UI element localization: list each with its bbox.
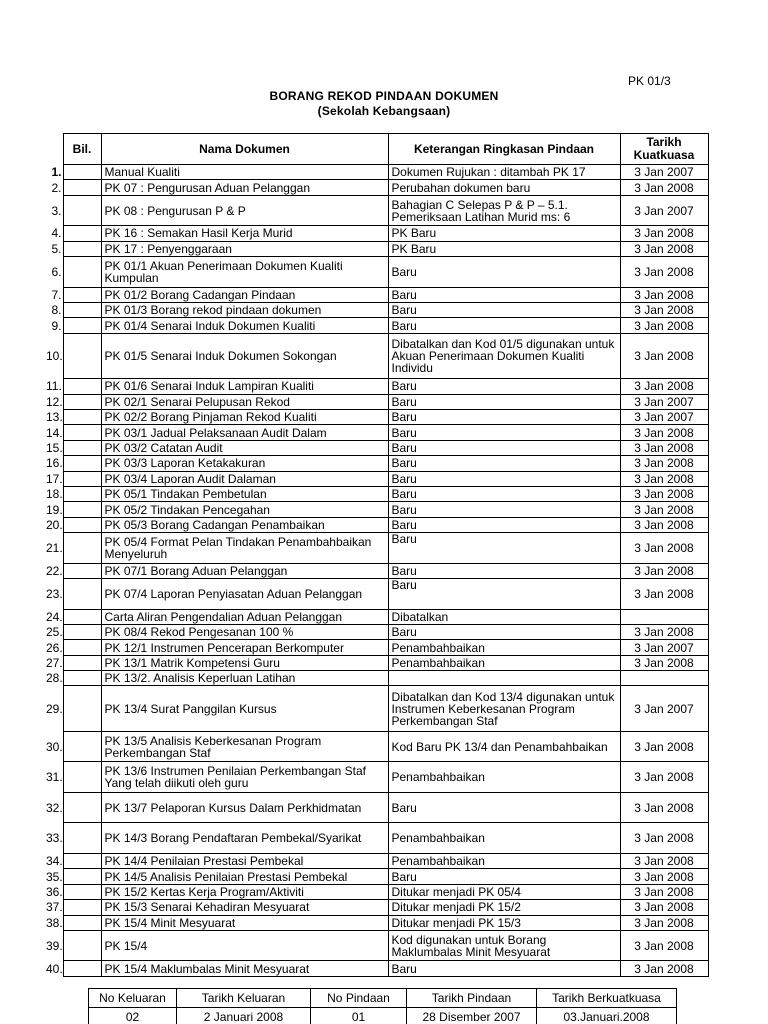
row-number: 8. (43, 302, 63, 317)
release-value-no-pindaan: 01 (311, 1008, 407, 1024)
table-body (43, 165, 708, 977)
header-keterangan: Keterangan Ringkasan Pindaan (388, 134, 620, 165)
row-nama-dokumen: PK 03/3 Laporan Ketakakuran (101, 456, 388, 471)
amendment-table (43, 133, 709, 977)
row-tarikh: 3 Jan 2008 (620, 624, 708, 639)
row-keterangan: Baru (388, 869, 620, 884)
row-tarikh: 3 Jan 2008 (620, 655, 708, 670)
row-bil-cell (63, 884, 101, 899)
row-number: 18. (43, 486, 63, 501)
row-number: 11. (43, 379, 63, 394)
row-bil-cell (63, 226, 101, 241)
table-row (43, 241, 708, 256)
row-bil-cell (63, 165, 101, 180)
row-keterangan: Bahagian C Selepas P & P – 5.1. Pemeriksaan Latihan Murid ms: 6 (388, 195, 620, 226)
row-bil-cell (63, 671, 101, 686)
row-bil-cell (63, 853, 101, 868)
table-row (43, 853, 708, 868)
row-tarikh: 3 Jan 2008 (620, 471, 708, 486)
row-keterangan: Baru (388, 287, 620, 302)
row-keterangan: Baru (388, 502, 620, 517)
row-tarikh: 3 Jan 2008 (620, 563, 708, 578)
row-bil-cell (63, 471, 101, 486)
table-row (43, 900, 708, 915)
row-nama-dokumen: PK 05/2 Tindakan Pencegahan (101, 502, 388, 517)
row-tarikh: 3 Jan 2008 (620, 517, 708, 532)
row-tarikh: 3 Jan 2008 (620, 823, 708, 854)
row-keterangan: Dibatalkan (388, 609, 620, 624)
row-nama-dokumen: PK 13/5 Analisis Keberkesanan Program Perkembangan Staf (101, 731, 388, 762)
row-number: 38. (43, 915, 63, 930)
row-number: 7. (43, 287, 63, 302)
row-tarikh: 3 Jan 2008 (620, 226, 708, 241)
row-tarikh: 3 Jan 2008 (620, 533, 708, 564)
table-row (43, 379, 708, 394)
page-subtitle: (Sekolah Kebangsaan) (317, 104, 451, 118)
row-bil-cell (63, 379, 101, 394)
row-number: 21. (43, 533, 63, 564)
row-bil-cell (63, 533, 101, 564)
row-number: 19. (43, 502, 63, 517)
row-number: 5. (43, 241, 63, 256)
table-row (43, 302, 708, 317)
row-tarikh: 3 Jan 2008 (620, 792, 708, 823)
row-number: 12. (43, 394, 63, 409)
row-tarikh: 3 Jan 2008 (620, 961, 708, 976)
row-keterangan: Baru (388, 410, 620, 425)
row-bil-cell (63, 609, 101, 624)
table-row (43, 287, 708, 302)
table-row (43, 517, 708, 532)
row-keterangan: Penambahbaikan (388, 853, 620, 868)
row-nama-dokumen: PK 15/4 Minit Mesyuarat (101, 915, 388, 930)
row-tarikh: 3 Jan 2007 (620, 410, 708, 425)
row-tarikh: 3 Jan 2008 (620, 425, 708, 440)
row-number: 40. (43, 961, 63, 976)
release-header-no-pindaan: No Pindaan (311, 989, 407, 1008)
row-keterangan: Baru (388, 563, 620, 578)
row-nama-dokumen: PK 16 : Semakan Hasil Kerja Murid (101, 226, 388, 241)
row-bil-cell (63, 579, 101, 610)
row-tarikh: 3 Jan 2008 (620, 900, 708, 915)
row-bil-cell (63, 486, 101, 501)
table-row (43, 671, 708, 686)
table-row (43, 915, 708, 930)
table-row (43, 502, 708, 517)
row-tarikh: 3 Jan 2008 (620, 762, 708, 793)
row-tarikh: 3 Jan 2008 (620, 333, 708, 379)
row-bil-cell (63, 394, 101, 409)
release-info-table (88, 988, 677, 1024)
row-keterangan: Penambahbaikan (388, 655, 620, 670)
table-row (43, 486, 708, 501)
row-number: 9. (43, 318, 63, 333)
row-keterangan: Ditukar menjadi PK 15/2 (388, 900, 620, 915)
row-tarikh: 3 Jan 2008 (620, 502, 708, 517)
row-number: 4. (43, 226, 63, 241)
row-bil-cell (63, 961, 101, 976)
row-number: 29. (43, 686, 63, 732)
row-keterangan: Dibatalkan dan Kod 13/4 digunakan untuk Instrumen Keberkesanan Program Perkembangan Staf (388, 686, 620, 732)
page-title: BORANG REKOD PINDAAN DOKUMEN (269, 89, 499, 103)
row-keterangan: Ditukar menjadi PK 15/3 (388, 915, 620, 930)
table-row (43, 579, 708, 610)
row-keterangan: Penambahbaikan (388, 823, 620, 854)
row-keterangan: Baru (388, 961, 620, 976)
document-code: PK 01/3 (628, 74, 671, 88)
table-row (43, 318, 708, 333)
table-row (43, 655, 708, 670)
row-nama-dokumen: PK 15/4 Maklumbalas Minit Mesyuarat (101, 961, 388, 976)
release-header-tarikh-keluaran: Tarikh Keluaran (177, 989, 311, 1008)
row-tarikh: 3 Jan 2008 (620, 853, 708, 868)
row-number: 10. (43, 333, 63, 379)
row-number: 14. (43, 425, 63, 440)
row-bil-cell (63, 624, 101, 639)
row-bil-cell (63, 333, 101, 379)
row-keterangan: Baru (388, 425, 620, 440)
table-row (43, 731, 708, 762)
row-nama-dokumen: PK 14/5 Analisis Penilaian Prestasi Pembekal (101, 869, 388, 884)
row-bil-cell (63, 425, 101, 440)
row-nama-dokumen: PK 15/3 Senarai Kehadiran Mesyuarat (101, 900, 388, 915)
row-keterangan: PK Baru (388, 226, 620, 241)
row-keterangan: Dibatalkan dan Kod 01/5 digunakan untuk Akuan Penerimaan Dokumen Kualiti Individu (388, 333, 620, 379)
row-nama-dokumen: PK 03/1 Jadual Pelaksanaan Audit Dalam (101, 425, 388, 440)
row-keterangan: Kod digunakan untuk Borang Maklumbalas Minit Mesyuarat (388, 930, 620, 961)
row-bil-cell (63, 563, 101, 578)
row-keterangan: Baru (388, 471, 620, 486)
row-bil-cell (63, 195, 101, 226)
row-bil-cell (63, 287, 101, 302)
row-tarikh: 3 Jan 2008 (620, 379, 708, 394)
row-nama-dokumen: PK 07 : Pengurusan Aduan Pelanggan (101, 180, 388, 195)
row-number: 27. (43, 655, 63, 670)
row-tarikh: 3 Jan 2007 (620, 165, 708, 180)
row-bil-cell (63, 686, 101, 732)
row-number: 15. (43, 440, 63, 455)
row-tarikh: 3 Jan 2008 (620, 456, 708, 471)
row-keterangan: Baru (388, 624, 620, 639)
row-nama-dokumen: PK 01/3 Borang rekod pindaan dokumen (101, 302, 388, 317)
header-nama-dokumen: Nama Dokumen (101, 134, 388, 165)
row-nama-dokumen: PK 03/2 Catatan Audit (101, 440, 388, 455)
row-number: 30. (43, 731, 63, 762)
row-tarikh: 3 Jan 2008 (620, 287, 708, 302)
row-bil-cell (63, 318, 101, 333)
row-nama-dokumen: PK 01/5 Senarai Induk Dokumen Sokongan (101, 333, 388, 379)
release-value-tarikh-keluaran: 2 Januari 2008 (177, 1008, 311, 1024)
row-nama-dokumen: PK 13/1 Matrik Kompetensi Guru (101, 655, 388, 670)
table-row (43, 165, 708, 180)
row-nama-dokumen: PK 05/1 Tindakan Pembetulan (101, 486, 388, 501)
row-keterangan: Kod Baru PK 13/4 dan Penambahbaikan (388, 731, 620, 762)
release-value-tarikh-pindaan: 28 Disember 2007 (407, 1008, 537, 1024)
row-nama-dokumen: PK 14/4 Penilaian Prestasi Pembekal (101, 853, 388, 868)
table-row (43, 640, 708, 655)
row-nama-dokumen: PK 05/3 Borang Cadangan Penambaikan (101, 517, 388, 532)
row-bil-cell (63, 655, 101, 670)
row-number: 31. (43, 762, 63, 793)
row-keterangan: Ditukar menjadi PK 05/4 (388, 884, 620, 899)
row-keterangan: Baru (388, 302, 620, 317)
release-value-no-keluaran: 02 (89, 1008, 177, 1024)
row-tarikh: 3 Jan 2008 (620, 241, 708, 256)
row-tarikh: 3 Jan 2008 (620, 440, 708, 455)
table-row (43, 180, 708, 195)
table-row (43, 762, 708, 793)
row-number: 25. (43, 624, 63, 639)
row-number: 3. (43, 195, 63, 226)
row-nama-dokumen: PK 07/4 Laporan Penyiasatan Aduan Pelanggan (101, 579, 388, 610)
release-header-row (89, 989, 677, 1008)
row-tarikh: 3 Jan 2008 (620, 302, 708, 317)
row-number: 6. (43, 257, 63, 288)
table-row (43, 333, 708, 379)
row-bil-cell (63, 869, 101, 884)
row-number: 1. (43, 165, 63, 180)
row-nama-dokumen: Manual Kualiti (101, 165, 388, 180)
row-nama-dokumen: PK 08/4 Rekod Pengesanan 100 % (101, 624, 388, 639)
row-number: 35. (43, 869, 63, 884)
row-tarikh: 3 Jan 2008 (620, 579, 708, 610)
table-row (43, 884, 708, 899)
row-keterangan: Baru (388, 257, 620, 288)
row-nama-dokumen: PK 07/1 Borang Aduan Pelanggan (101, 563, 388, 578)
row-tarikh: 3 Jan 2007 (620, 195, 708, 226)
release-header-no-keluaran: No Keluaran (89, 989, 177, 1008)
row-keterangan: Baru (388, 517, 620, 532)
row-bil-cell (63, 930, 101, 961)
row-tarikh: 3 Jan 2008 (620, 486, 708, 501)
row-bil-cell (63, 257, 101, 288)
table-row (43, 410, 708, 425)
row-keterangan: Penambahbaikan (388, 762, 620, 793)
row-keterangan (388, 671, 620, 686)
row-tarikh: 3 Jan 2008 (620, 257, 708, 288)
row-nama-dokumen: PK 15/4 (101, 930, 388, 961)
table-row (43, 195, 708, 226)
table-row (43, 425, 708, 440)
row-bil-cell (63, 900, 101, 915)
row-tarikh: 3 Jan 2008 (620, 731, 708, 762)
row-number: 32. (43, 792, 63, 823)
header-number-spacer (43, 134, 63, 165)
row-keterangan: Baru (388, 579, 620, 610)
row-nama-dokumen: PK 01/1 Akuan Penerimaan Dokumen Kualiti Kumpulan (101, 257, 388, 288)
row-number: 28. (43, 671, 63, 686)
table-row (43, 456, 708, 471)
row-keterangan: Perubahan dokumen baru (388, 180, 620, 195)
row-nama-dokumen: PK 02/1 Senarai Pelupusan Rekod (101, 394, 388, 409)
table-row (43, 563, 708, 578)
row-tarikh: 3 Jan 2007 (620, 640, 708, 655)
row-nama-dokumen: PK 08 : Pengurusan P & P (101, 195, 388, 226)
row-number: 39. (43, 930, 63, 961)
row-bil-cell (63, 502, 101, 517)
row-bil-cell (63, 762, 101, 793)
row-number: 13. (43, 410, 63, 425)
row-tarikh: 3 Jan 2008 (620, 930, 708, 961)
table-row (43, 823, 708, 854)
row-bil-cell (63, 302, 101, 317)
table-row (43, 869, 708, 884)
row-keterangan: Baru (388, 533, 620, 564)
row-bil-cell (63, 640, 101, 655)
row-bil-cell (63, 823, 101, 854)
row-nama-dokumen: PK 13/4 Surat Panggilan Kursus (101, 686, 388, 732)
row-tarikh (620, 609, 708, 624)
row-nama-dokumen: PK 03/4 Laporan Audit Dalaman (101, 471, 388, 486)
row-number: 20. (43, 517, 63, 532)
row-nama-dokumen: PK 13/6 Instrumen Penilaian Perkembangan Staf Yang telah diikuti oleh guru (101, 762, 388, 793)
row-nama-dokumen: PK 13/7 Pelaporan Kursus Dalam Perkhidmatan (101, 792, 388, 823)
row-number: 34. (43, 853, 63, 868)
row-keterangan: Baru (388, 379, 620, 394)
row-tarikh: 3 Jan 2008 (620, 884, 708, 899)
table-row (43, 686, 708, 732)
row-nama-dokumen: PK 12/1 Instrumen Pencerapan Berkomputer (101, 640, 388, 655)
row-keterangan: Baru (388, 318, 620, 333)
row-number: 23. (43, 579, 63, 610)
row-bil-cell (63, 241, 101, 256)
row-bil-cell (63, 792, 101, 823)
row-nama-dokumen: PK 14/3 Borang Pendaftaran Pembekal/Syarikat (101, 823, 388, 854)
row-tarikh: 3 Jan 2007 (620, 394, 708, 409)
table-row (43, 930, 708, 961)
row-nama-dokumen: PK 01/4 Senarai Induk Dokumen Kualiti (101, 318, 388, 333)
release-header-tarikh-berkuatkuasa: Tarikh Berkuatkuasa (537, 989, 677, 1008)
row-tarikh: 3 Jan 2008 (620, 318, 708, 333)
release-value-row (89, 1008, 677, 1024)
row-nama-dokumen: PK 01/2 Borang Cadangan Pindaan (101, 287, 388, 302)
release-header-tarikh-pindaan: Tarikh Pindaan (407, 989, 537, 1008)
row-number: 17. (43, 471, 63, 486)
row-tarikh: 3 Jan 2007 (620, 686, 708, 732)
row-keterangan: PK Baru (388, 241, 620, 256)
row-number: 2. (43, 180, 63, 195)
table-row (43, 961, 708, 976)
row-keterangan: Baru (388, 792, 620, 823)
table-row (43, 792, 708, 823)
row-nama-dokumen: PK 02/2 Borang Pinjaman Rekod Kualiti (101, 410, 388, 425)
row-tarikh (620, 671, 708, 686)
row-bil-cell (63, 915, 101, 930)
table-row (43, 471, 708, 486)
row-number: 22. (43, 563, 63, 578)
row-bil-cell (63, 410, 101, 425)
row-bil-cell (63, 456, 101, 471)
header-tarikh-kuatkuasa: Tarikh Kuatkuasa (620, 134, 708, 165)
row-tarikh: 3 Jan 2008 (620, 180, 708, 195)
table-row (43, 609, 708, 624)
row-number: 33. (43, 823, 63, 854)
row-nama-dokumen: PK 17 : Penyenggaraan (101, 241, 388, 256)
row-keterangan: Baru (388, 394, 620, 409)
row-bil-cell (63, 180, 101, 195)
release-value-tarikh-berkuatkuasa: 03.Januari.2008 (537, 1008, 677, 1024)
row-keterangan: Dokumen Rujukan : ditambah PK 17 (388, 165, 620, 180)
row-tarikh: 3 Jan 2008 (620, 869, 708, 884)
row-number: 24. (43, 609, 63, 624)
row-keterangan: Baru (388, 440, 620, 455)
row-nama-dokumen: PK 01/6 Senarai Induk Lampiran Kualiti (101, 379, 388, 394)
table-header-row (43, 134, 708, 165)
row-number: 16. (43, 456, 63, 471)
row-nama-dokumen: PK 15/2 Kertas Kerja Program/Aktiviti (101, 884, 388, 899)
row-number: 36. (43, 884, 63, 899)
row-nama-dokumen: PK 13/2. Analisis Keperluan Latihan (101, 671, 388, 686)
row-keterangan: Penambahbaikan (388, 640, 620, 655)
row-bil-cell (63, 440, 101, 455)
row-bil-cell (63, 731, 101, 762)
row-keterangan: Baru (388, 486, 620, 501)
table-row (43, 257, 708, 288)
table-row (43, 394, 708, 409)
row-keterangan: Baru (388, 456, 620, 471)
row-nama-dokumen: Carta Aliran Pengendalian Aduan Pelanggan (101, 609, 388, 624)
table-row (43, 440, 708, 455)
row-tarikh: 3 Jan 2008 (620, 915, 708, 930)
row-number: 37. (43, 900, 63, 915)
table-row (43, 533, 708, 564)
row-bil-cell (63, 517, 101, 532)
row-number: 26. (43, 640, 63, 655)
row-nama-dokumen: PK 05/4 Format Pelan Tindakan Penambahbaikan Menyeluruh (101, 533, 388, 564)
header-bil: Bil. (63, 134, 101, 165)
table-row (43, 624, 708, 639)
table-row (43, 226, 708, 241)
